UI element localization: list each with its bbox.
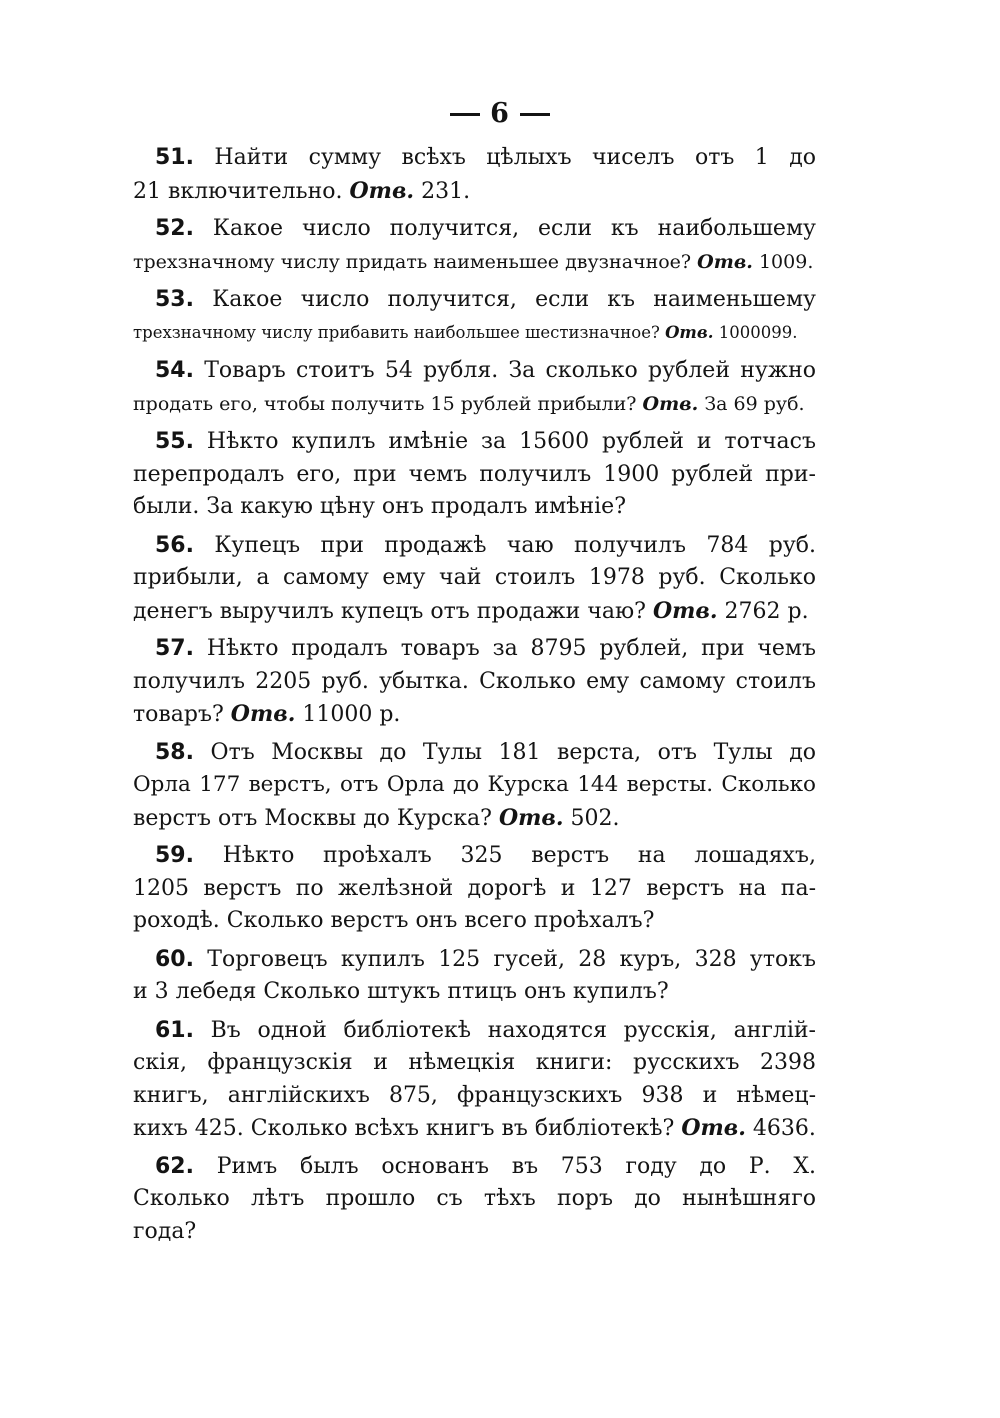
problem-line: [133, 246, 816, 279]
problem-line: [133, 1047, 816, 1080]
dash-right: [520, 113, 550, 116]
problem-number: 61.: [155, 1017, 194, 1043]
problem-line: [133, 840, 816, 873]
problem-line: [133, 769, 816, 802]
problem-text: Найти сумму всѣхъ цѣлыхъ чиселъ отъ 1 до: [214, 145, 816, 170]
problem-text: денегъ выручилъ купецъ отъ продажи чаю?: [133, 598, 646, 624]
problem-number: 57.: [155, 636, 194, 661]
problem-text: трехзначному числу прибавить наибольшее шестизначное?: [133, 322, 660, 342]
problem-text: Сколько лѣтъ прошло съ тѣхъ поръ до нынѣшняго: [133, 1186, 816, 1211]
problem-text: Купецъ при продажѣ чаю получилъ 784 руб.: [214, 532, 817, 558]
problem-line: [133, 1112, 816, 1145]
answer-label: Отв.: [498, 804, 564, 831]
problem-line: [133, 1216, 816, 1249]
problem-text: прибыли, а самому ему чай стоилъ 1978 руб. Сколько: [133, 565, 816, 590]
problem-item: [133, 284, 816, 349]
problem-line: [133, 1015, 816, 1048]
problem-text: товаръ?: [133, 702, 224, 727]
problem-text: Какое число получится, если къ наибольшему: [212, 216, 816, 241]
problem-list: [133, 142, 816, 1254]
problem-item: [133, 1151, 816, 1249]
problem-line: [133, 142, 816, 175]
problem-line: [133, 976, 816, 1009]
problem-item: [133, 355, 816, 420]
problem-item: [133, 1015, 816, 1145]
problem-line: [133, 905, 816, 938]
problem-item: [133, 530, 816, 628]
problem-line: [133, 737, 816, 770]
problem-text: Орла 177 верстъ, отъ Орла до Курска 144 версты. Сколько: [133, 772, 816, 797]
problem-line: [133, 284, 816, 317]
page-number-value: 6: [490, 98, 510, 129]
problem-line: [133, 175, 816, 208]
problem-number: 58.: [155, 739, 194, 765]
problem-text: роходѣ. Сколько верстъ онъ всего проѣхалъ?: [133, 908, 655, 933]
answer-value: 2762 р.: [724, 598, 809, 624]
problem-line: [133, 595, 816, 628]
problem-line: [133, 666, 816, 699]
problem-item: [133, 213, 816, 278]
problem-item: [133, 737, 816, 835]
problem-line: [133, 1183, 816, 1216]
problem-number: 59.: [155, 843, 194, 868]
problem-text: Какое число получится, если къ наименьшему: [212, 287, 817, 312]
answer-value: 4636.: [752, 1116, 816, 1141]
problem-line: [133, 213, 816, 246]
problem-text: Торговецъ купилъ 125 гусей, 28 куръ, 328 утокъ: [207, 946, 816, 972]
problem-text: Римъ былъ основанъ въ 753 году до Р. Х.: [216, 1153, 817, 1179]
problem-line: [133, 388, 816, 421]
problem-line: [133, 802, 816, 835]
answer-label: Отв.: [665, 322, 714, 342]
problem-text: года?: [133, 1218, 197, 1244]
problem-text: книгъ, англійскихъ 875, французскихъ 938 и нѣмец-: [133, 1082, 816, 1108]
answer-value: 231.: [421, 178, 471, 204]
problem-text: 1205 верстъ по желѣзной дорогѣ и 127 верстъ на па-: [133, 875, 816, 901]
problem-text: трехзначному числу придать наименьшее двузначное?: [133, 250, 692, 273]
problem-number: 60.: [155, 946, 194, 972]
answer-value: 1000099.: [718, 322, 798, 342]
problem-line: [133, 873, 816, 906]
problem-item: [133, 426, 816, 524]
problem-line: [133, 459, 816, 492]
problem-text: Нѣкто продалъ товаръ за 8795 рублей, при чемъ: [206, 636, 816, 661]
dash-left: [450, 113, 480, 116]
problem-line: [133, 317, 816, 350]
answer-value: За 69 руб.: [704, 392, 805, 415]
problem-line: [133, 426, 816, 459]
page-number: [0, 98, 1000, 129]
problem-number: 55.: [155, 429, 194, 454]
problem-line: [133, 530, 816, 563]
problem-item: [133, 142, 816, 207]
problem-item: [133, 944, 816, 1009]
problem-text: скія, французскія и нѣмецкія книги: русскихъ 2398: [133, 1050, 816, 1075]
problem-text: Въ одной библіотекѣ находятся русскія, англій-: [210, 1017, 816, 1043]
answer-value: 1009.: [758, 250, 814, 273]
problem-number: 54.: [155, 358, 194, 383]
problem-text: Товаръ стоитъ 54 рубля. За сколько рублей нужно: [204, 358, 816, 383]
problem-text: кихъ 425. Сколько всѣхъ книгъ въ библіотекѣ?: [133, 1116, 675, 1141]
problem-line: [133, 698, 816, 731]
answer-label: Отв.: [642, 392, 699, 415]
answer-label: Отв.: [681, 1115, 746, 1141]
answer-label: Отв.: [652, 597, 718, 624]
problem-text: Отъ Москвы до Тулы 181 верста, отъ Тулы до: [210, 739, 817, 765]
problem-text: верстъ отъ Москвы до Курска?: [133, 805, 492, 831]
problem-item: [133, 840, 816, 938]
problem-text: Нѣкто проѣхалъ 325 верстъ на лошадяхъ,: [222, 843, 816, 868]
problem-line: [133, 944, 816, 977]
answer-label: Отв.: [349, 177, 415, 204]
answer-value: 11000 р.: [302, 702, 401, 727]
answer-label: Отв.: [697, 250, 753, 273]
problem-item: [133, 633, 816, 731]
problem-line: [133, 633, 816, 666]
problem-text: 21 включительно.: [133, 178, 343, 204]
problem-line: [133, 491, 816, 524]
problem-text: Нѣкто купилъ имѣніе за 15600 рублей и тотчасъ: [206, 429, 816, 454]
problem-line: [133, 355, 816, 388]
problem-number: 53.: [155, 287, 194, 312]
answer-label: Отв.: [230, 701, 296, 727]
problem-text: были. За какую цѣну онъ продалъ имѣніе?: [133, 494, 626, 519]
problem-number: 52.: [155, 216, 194, 241]
problem-text: продать его, чтобы получить 15 рублей прибыли?: [133, 392, 637, 415]
problem-text: и 3 лебедя Сколько штукъ птицъ онъ купилъ?: [133, 979, 669, 1004]
problem-line: [133, 1151, 816, 1184]
problem-line: [133, 1080, 816, 1113]
problem-number: 56.: [155, 532, 194, 558]
problem-number: 62.: [155, 1153, 194, 1179]
problem-line: [133, 562, 816, 595]
answer-value: 502.: [570, 805, 620, 831]
problem-text: получилъ 2205 руб. убытка. Сколько ему самому стоилъ: [133, 668, 816, 694]
problem-number: 51.: [155, 145, 194, 170]
problem-text: перепродалъ его, при чемъ получилъ 1900 рублей при-: [133, 461, 816, 487]
